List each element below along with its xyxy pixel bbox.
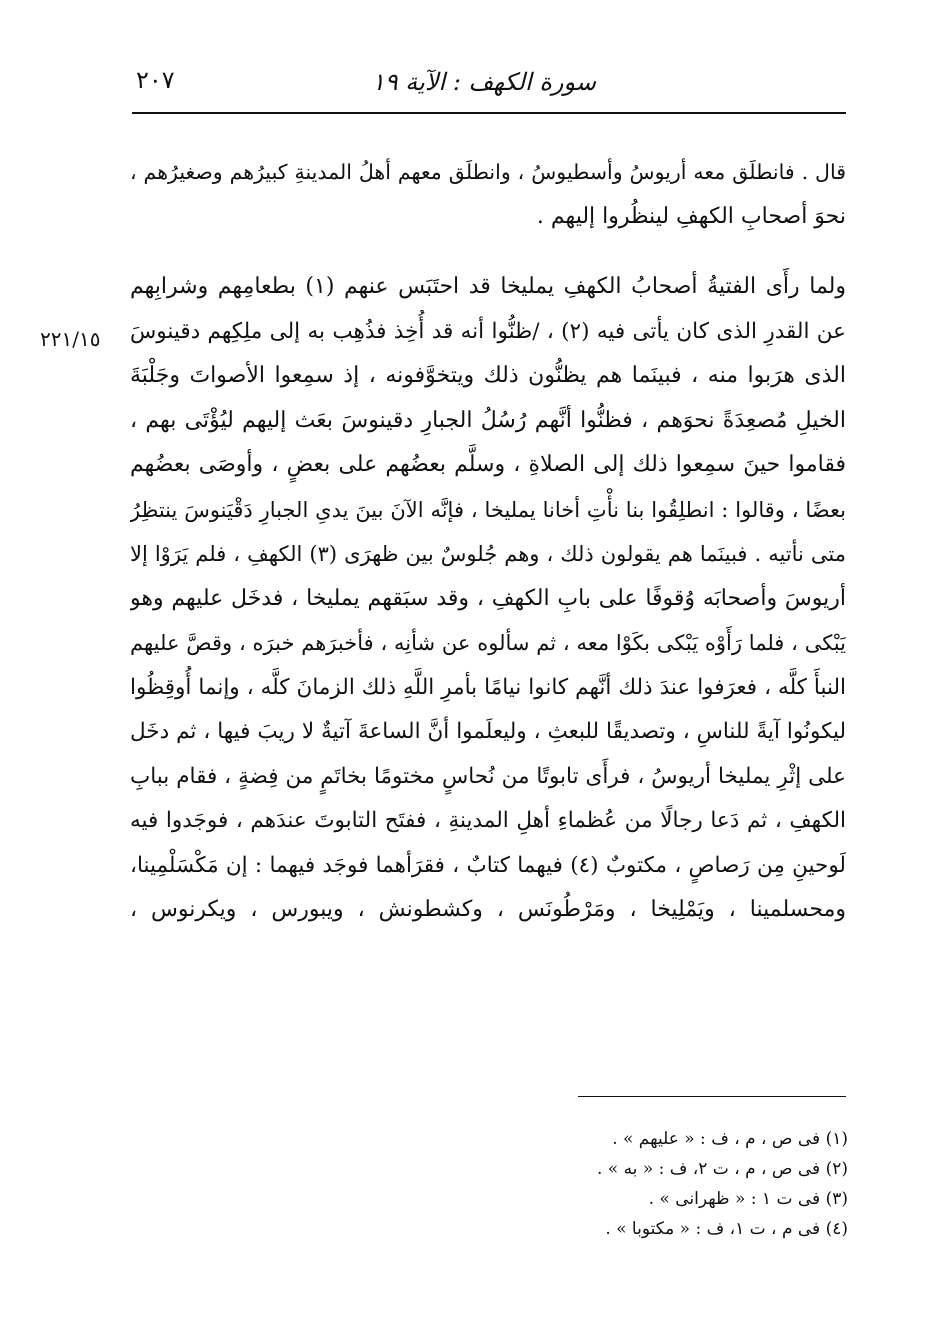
running-title: سورة الكهف : الآية ١٩ [371, 68, 596, 96]
text-line: الخيلِ مُصعِدَةً نحوَهم ، فظنُّوا أنَّهم رُسُلُ الجبارِ دقينوسَ بعَث إليهم ليُؤْتَى بهم ، [130, 407, 846, 433]
text-line: ولما رأَى الفتيةُ أصحابُ الكهفِ يمليخا قد احتَبَس عنهم (١) بطعامِهم وشرابِهم [130, 274, 846, 299]
text-line: أريوسَ وأصحابَه وُقوفًا على بابِ الكهفِ ، وقد سبَقهم يمليخا ، فدخَل عليهم وهو [130, 585, 846, 611]
text-line: على إثْرِ يمليخا أريوسُ ، فرأَى تابوتًا من نُحاسٍ مختومًا بخاتَمٍ من فِضةٍ ، فقام ببابِ [130, 763, 846, 789]
text-line: فقاموا حينَ سمِعوا ذلك إلى الصلاةِ ، وسلَّم بعضُهم على بعضٍ ، وأوصَى بعضُهم [130, 452, 846, 477]
footnotes [448, 1124, 848, 1244]
text-line: ومحسلمينا ، ويَمْلِيخا ، ومَرْطُونَس ، وكشطونش ، ويبورس ، ويكرنوس ، [130, 897, 846, 922]
paragraph-2 [130, 265, 846, 933]
footnote-3: (٣) فى ت ١ : « ظهرانى » . [648, 1189, 848, 1209]
margin-reference: ٢٢١/١٥ [40, 327, 101, 351]
footnote-4: (٤) فى م ، ت ١، ف : « مكتوبا » . [605, 1219, 848, 1239]
header-rule [132, 112, 846, 114]
text-line: ليكونُوا آيةً للناسِ ، وتصديقًا للبعثِ ، وليعلَموا أنَّ الساعةَ آتيةٌ لا ريبَ فيها ، ثم دخَل [130, 719, 846, 744]
text-line: نحوَ أصحابِ الكهفِ لينظُروا إليهم . [536, 203, 846, 229]
text-line: الكهفِ ، ثم دَعا رجالًا من عُظماءِ أهلِ المدينةِ ، ففتَح التابوتَ عندَهم ، فوجَدوا فيه [130, 808, 846, 833]
text-line: قال . فانطلَق معه أريوسُ وأسطيوسُ ، وانطلَق معهم أهلُ المدينةِ كبيرُهم وصغيرُهم ، [130, 160, 846, 184]
footnote-2: (٢) فى ص ، م ، ت ٢، ف : « به » . [596, 1159, 848, 1179]
text-line: يَبْكى ، فلما رَأَوْه يَبْكى بكَوْا معه ، ثم سألوه عن شأنِه ، فأخبرَهم خبرَه ، وقصَّ عليهم [130, 631, 846, 655]
paragraph-1 [130, 150, 846, 239]
text-line: عن القدرِ الذى كان يأتى فيه (٢) ، /ظنُّوا أنه قد أُخِذ فذُهِب به إلى ملِكِهم دقينوسَ [130, 318, 846, 344]
body-text [130, 150, 846, 933]
text-line: متى نأتيه . فبينَما هم يقولون ذلك ، وهم جُلوسٌ بين ظهرَى (٣) الكهفِ ، فلم يَرَوْا إلا [130, 542, 846, 566]
footnote-1: (١) فى ص ، م ، ف : « عليهم » . [612, 1129, 848, 1149]
page-header [132, 60, 844, 106]
paragraph-gap [130, 239, 846, 265]
text-line: لَوحينِ مِن رَصاصٍ ، مكتوبٌ (٤) فيهما كتابٌ ، فقرَأهما فوجَد فيهما : إن مَكْسَلْمِينا، [130, 852, 846, 878]
text-line: النبأَ كلَّه ، فعرَفوا عندَ ذلك أنَّهم كانوا نيامًا بأمرِ اللَّهِ ذلك الزمانَ كلَّه ، وإنما أُوقِظُوا [130, 674, 846, 700]
text-line: بعضًا ، وقالوا : انطلِقُوا بنا نأْتِ أخانا يمليخا ، فإنَّه الآنَ بينَ يدىِ الجبارِ دَقْيَنوسَ ينتظِرُ [130, 497, 846, 522]
text-line: الذى هرَبوا منه ، فبينَما هم يظنُّون ذلك ويتخوَّفونه ، إذ سمِعوا الأصواتَ وجَلْبَةَ [130, 363, 846, 388]
page-number: ٢٠٧ [136, 66, 175, 94]
footnote-rule [578, 1096, 846, 1097]
